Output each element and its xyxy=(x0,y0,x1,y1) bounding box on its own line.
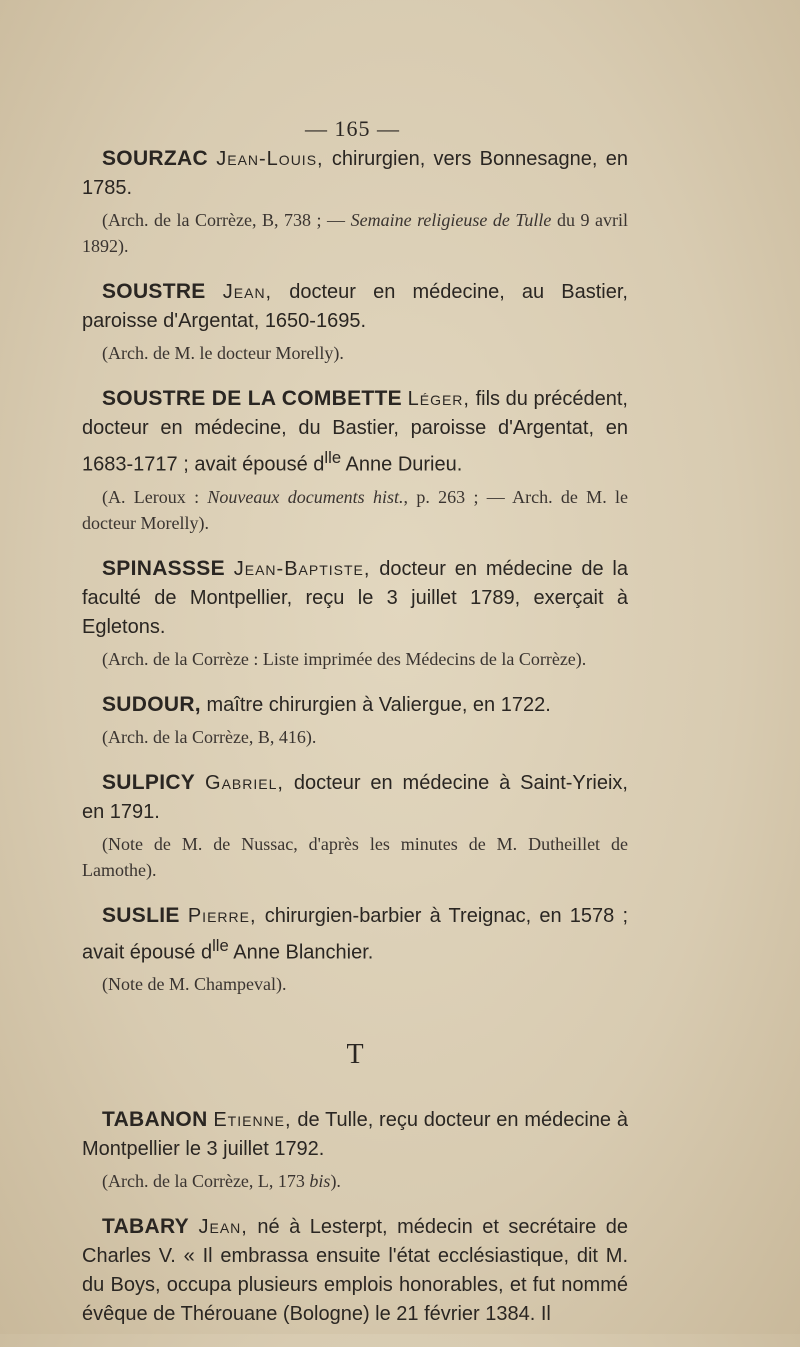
reference-text-end: du 9 avril 1892). xyxy=(82,210,628,256)
entry-reference xyxy=(82,340,628,366)
entries-column xyxy=(82,144,628,1347)
reference-text-end: , p. 263 ; — Arch. de M. le docteur Morelly). xyxy=(82,486,628,533)
entry xyxy=(82,768,628,883)
entry-description: maître chirurgien à Valiergue, en 1722. xyxy=(200,693,551,716)
reference-title: Nouveaux documents hist. xyxy=(207,486,404,507)
entry-surname: SOURZAC xyxy=(102,147,208,170)
reference-text: (Note de M. de Nussac, d'après les minutes de M. Dutheillet de Lamothe). xyxy=(82,833,628,880)
entry-reference xyxy=(82,207,628,259)
reference-text: (Arch. de M. le docteur Morelly). xyxy=(102,343,344,363)
entry xyxy=(82,144,628,259)
reference-text: (Arch. de la Corrèze, L, 173 xyxy=(102,1171,310,1192)
entry-text xyxy=(82,901,628,968)
reference-text: (Arch. de la Corrèze : Liste imprimée des Médecins de la Corrèze). xyxy=(102,648,587,669)
entry-given-name: Etienne, xyxy=(213,1109,292,1132)
entry-description-end: Anne Durieu. xyxy=(341,453,463,476)
entry-surname: SULPICY xyxy=(102,770,196,794)
reference-text-end: ). xyxy=(330,1171,341,1192)
entry-reference xyxy=(82,484,628,536)
entry-given-name: Gabriel, xyxy=(205,771,284,794)
entry-description: docteur en médecine à Saint-Yrieix, en 1791. xyxy=(82,771,628,823)
entry-text xyxy=(82,1105,628,1164)
entry-description-end: Anne Blanchier. xyxy=(228,941,374,964)
reference-text: (Arch. de la Corrèze, B, 738 ; — xyxy=(102,210,351,230)
entry-text xyxy=(82,554,628,642)
entry-surname: SUSLIE xyxy=(102,903,180,927)
entry-given-name: Jean-Baptiste, xyxy=(233,557,371,580)
reference-text: (A. Leroux : xyxy=(102,486,208,507)
entry-description: fils du précédent, docteur en médecine, du Bastier, paroisse d'Argentat, en 1683-1717 ; avait épousé d xyxy=(82,388,628,476)
entry-given-name: Pierre, xyxy=(187,904,257,927)
section-letter: T xyxy=(346,1039,364,1071)
entry-description: chirurgien-barbier à Treignac, en 1578 ; avait épousé d xyxy=(82,904,629,964)
reference-text: (Note de M. Champeval). xyxy=(102,974,287,995)
entry-text xyxy=(82,768,628,827)
entry-list-s xyxy=(82,144,628,997)
entry-reference xyxy=(82,1168,628,1194)
entry-description: de Tulle, reçu docteur en médecine à Montpellier le 3 juillet 1792. xyxy=(82,1109,628,1161)
entry xyxy=(82,1212,628,1329)
entry xyxy=(82,690,628,750)
entry xyxy=(82,554,628,672)
entry xyxy=(82,384,628,536)
reference-text: (Arch. de la Corrèze, B, 416). xyxy=(102,726,317,747)
entry-surname: SPINASSSE xyxy=(102,556,225,580)
entry-text xyxy=(82,277,628,336)
entry-text xyxy=(82,384,628,480)
entry-reference xyxy=(82,646,628,672)
entry xyxy=(82,1105,628,1194)
entry-given-name: Jean-Louis, xyxy=(216,148,324,170)
entry-given-name: Jean, xyxy=(222,281,273,303)
entry-description: né à Lesterpt, médecin et secrétaire de Charles V. « Il embrassa ensuite l'état ecclésiastique, dit M. du Boys, occupa plusieurs emplois honorables, et fut nommé évêque de Thérouane (Bologne) le 21 février 1384. Il xyxy=(82,1216,629,1326)
entry-superscript: lle xyxy=(212,935,229,955)
entry-text xyxy=(82,144,628,203)
reference-title: bis xyxy=(309,1171,331,1192)
entry-reference xyxy=(82,724,628,750)
entry-surname: SOUSTRE xyxy=(102,280,206,303)
entry-reference xyxy=(82,831,628,883)
entry-surname: TABANON xyxy=(102,1108,208,1132)
entry-text xyxy=(82,1212,628,1329)
reference-title: Semaine religieuse de Tulle xyxy=(350,210,552,230)
entry-surname: TABARY xyxy=(102,1215,189,1239)
entry-text xyxy=(82,690,628,720)
entry-given-name: Léger, xyxy=(407,388,470,410)
entry-given-name: Jean, xyxy=(198,1216,248,1239)
entry xyxy=(82,901,628,998)
entry-superscript: lle xyxy=(324,448,342,467)
entry-description: chirurgien, vers Bonnesagne, en 1785. xyxy=(82,148,629,199)
entry-surname: SOUSTRE DE LA COMBETTE xyxy=(102,387,402,410)
entry-description: docteur en médecine, au Bastier, paroisse d'Argentat, 1650-1695. xyxy=(82,281,628,332)
entry-reference xyxy=(82,971,628,997)
entry-description: docteur en médecine de la faculté de Montpellier, reçu le 3 juillet 1789, exerçait à Egletons. xyxy=(82,557,628,638)
entry-list-t xyxy=(82,1105,628,1329)
entry-surname: SUDOUR, xyxy=(102,692,201,716)
page-number: — 165 — xyxy=(305,116,400,141)
entry xyxy=(82,277,628,366)
